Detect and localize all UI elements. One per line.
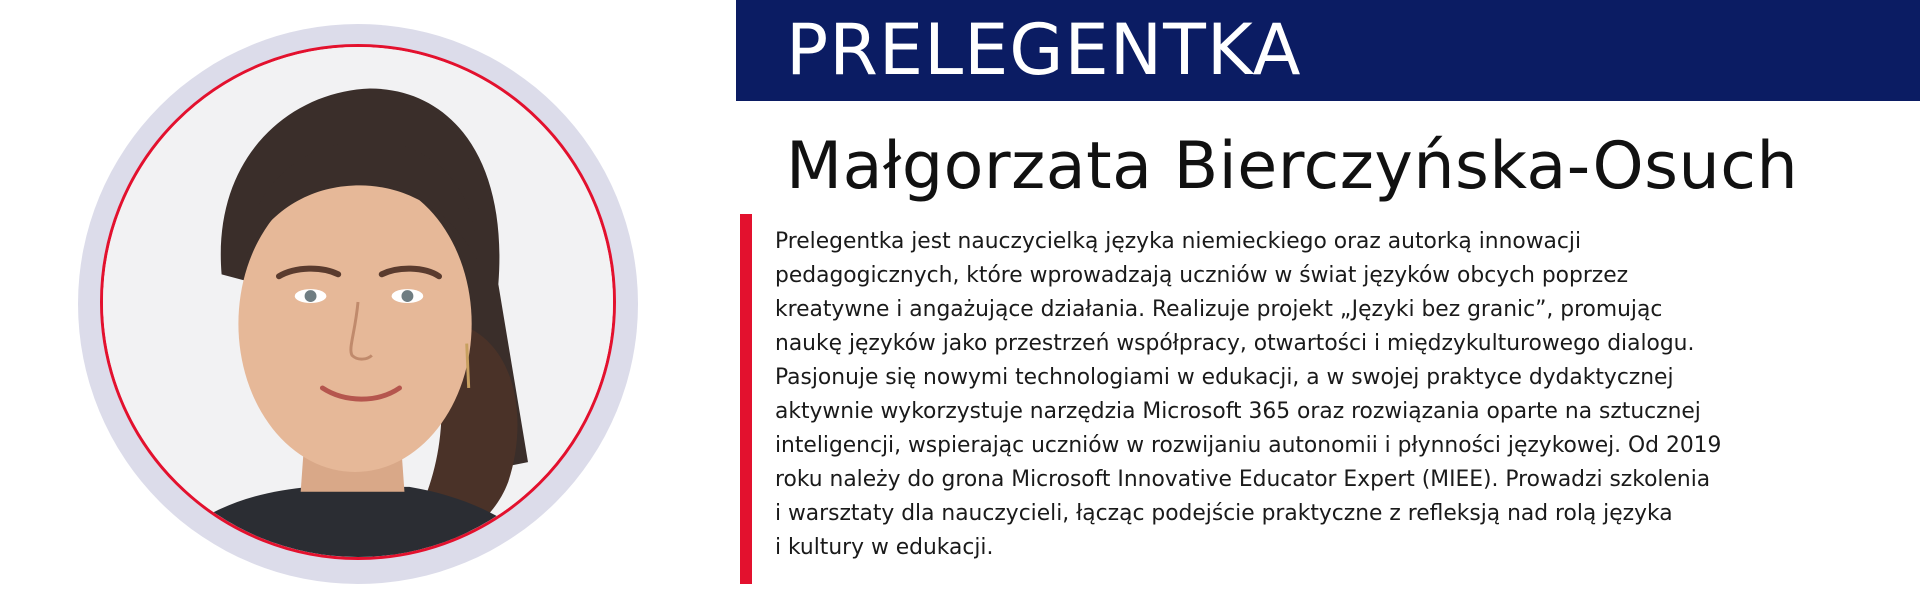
header-title: PRELEGENTKA: [786, 9, 1302, 91]
speaker-name: Małgorzata Bierczyńska-Osuch: [786, 129, 1799, 204]
bio-line: roku należy do grona Microsoft Innovative Educator Expert (MIEE). Prowadzi szkolenia: [775, 467, 1711, 492]
bio-line: Prelegentka jest nauczycielką języka niemieckiego oraz autorką innowacji: [775, 229, 1582, 254]
accent-bar: [740, 214, 752, 584]
bio-line: Pasjonuje się nowymi technologiami w edukacji, a w swojej praktyce dydaktycznej: [775, 365, 1674, 390]
header-bar: [736, 0, 1920, 101]
bio-line: aktywnie wykorzystuje narzędzia Microsoft 365 oraz rozwiązania oparte na sztucznej: [775, 399, 1701, 424]
bio-line: i warsztaty dla nauczycieli, łącząc podejście praktyczne z refleksją nad rolą języka: [775, 501, 1673, 526]
bio-line: inteligencji, wspierając uczniów w rozwijaniu autonomii i płynności językowej. Od 2019: [775, 433, 1722, 458]
speaker-photo: [100, 44, 616, 560]
bio-line: naukę języków jako przestrzeń współpracy, otwartości i międzykulturowego dialogu.: [775, 331, 1695, 356]
speaker-bio: [775, 225, 1895, 565]
speaker-portrait-icon: [103, 47, 613, 557]
bio-line: i kultury w edukacji.: [775, 535, 994, 560]
bio-line: pedagogicznych, które wprowadzają uczniów w świat języków obcych poprzez: [775, 263, 1629, 288]
bio-line: kreatywne i angażujące działania. Realizuje projekt „Języki bez granic”, promując: [775, 297, 1663, 322]
